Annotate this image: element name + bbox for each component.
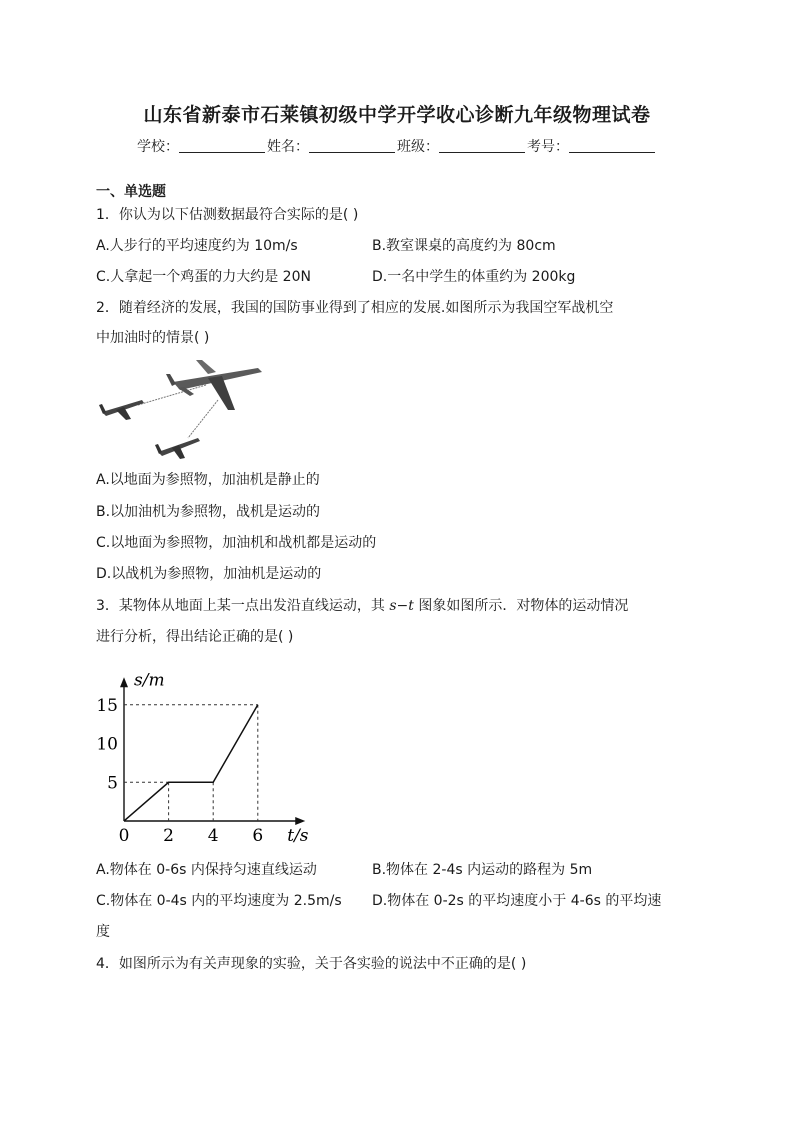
- school-label: 学校：: [137, 139, 179, 155]
- q2-stem-line1: 2．随着经济的发展，我国的国防事业得到了相应的发展.如图所示为我国空军战机空: [96, 300, 614, 316]
- q1-option-c: C.人拿起一个鸡蛋的力大约是 20N: [96, 269, 311, 285]
- y-axis-arrow: [120, 677, 128, 687]
- q2-option-b: B.以加油机为参照物，战机是运动的: [96, 504, 321, 520]
- q1-option-a: A.人步行的平均速度约为 10m/s: [96, 238, 298, 254]
- name-label: 姓名：: [267, 139, 309, 155]
- y-axis-label: s/m: [134, 670, 165, 691]
- aerial-refueling-illustration: [98, 360, 268, 460]
- y-tick-label-15: 15: [96, 695, 118, 716]
- st-graph: [90, 655, 320, 850]
- x-tick-label-4: 4: [207, 826, 219, 846]
- fighter-jet-bottom: [155, 438, 200, 459]
- x-axis-label: t/s: [287, 826, 309, 846]
- x-axis-arrow: [295, 817, 305, 825]
- q3-stem-pre: 3．某物体从地面上某一点出发沿直线运动，其: [96, 598, 385, 614]
- q1-stem: 1．你认为以下估测数据最符合实际的是( ): [96, 207, 359, 223]
- y-tick-label-10: 10: [96, 734, 118, 755]
- series-line: [124, 705, 258, 821]
- number-label: 考号：: [527, 139, 569, 155]
- q3-stem-line1: [96, 596, 628, 616]
- q4-stem: 4．如图所示为有关声现象的实验，关于各实验的说法中不正确的是( ): [96, 956, 527, 972]
- q3-stem-line2: 进行分析，得出结论正确的是( ): [96, 629, 294, 645]
- q3-option-d-line1: D.物体在 0-2s 的平均速度小于 4-6s 的平均速: [372, 893, 662, 909]
- tanker-plane: [166, 360, 262, 410]
- x-tick-label-0: 0: [118, 826, 130, 846]
- q3-option-a: A.物体在 0-6s 内保持匀速直线运动: [96, 862, 317, 878]
- q2-stem-line2: 中加油时的情景( ): [96, 330, 210, 346]
- q2-option-d: D.以战机为参照物，加油机是运动的: [96, 566, 322, 582]
- number-blank[interactable]: [569, 138, 655, 153]
- x-tick-label-6: 6: [252, 826, 264, 846]
- q3-stem-math: s−t: [389, 598, 414, 614]
- class-label: 班级：: [397, 139, 439, 155]
- school-blank[interactable]: [179, 138, 265, 153]
- q2-option-a: A.以地面为参照物，加油机是静止的: [96, 472, 320, 488]
- y-tick-label-5: 5: [107, 773, 118, 794]
- fighter-jet-left: [99, 400, 144, 420]
- name-blank[interactable]: [309, 138, 395, 153]
- page-title: 山东省新泰市石莱镇初级中学开学收心诊断九年级物理试卷: [143, 104, 651, 126]
- q1-option-b: B.教室课桌的高度约为 80cm: [372, 238, 556, 254]
- q3-option-b: B.物体在 2-4s 内运动的路程为 5m: [372, 862, 593, 878]
- class-blank[interactable]: [439, 138, 525, 153]
- student-info-row: [0, 136, 794, 156]
- q2-option-c: C.以地面为参照物，加油机和战机都是运动的: [96, 535, 377, 551]
- x-tick-label-2: 2: [163, 826, 175, 846]
- q3-stem-post: 图象如图所示．对物体的运动情况: [418, 598, 629, 614]
- q1-option-d: D.一名中学生的体重约为 200kg: [372, 269, 576, 285]
- section-heading: 一、单选题: [96, 184, 166, 200]
- q3-option-c: C.物体在 0-4s 内的平均速度为 2.5m/s: [96, 893, 342, 909]
- q3-option-d-line2: 度: [96, 924, 110, 940]
